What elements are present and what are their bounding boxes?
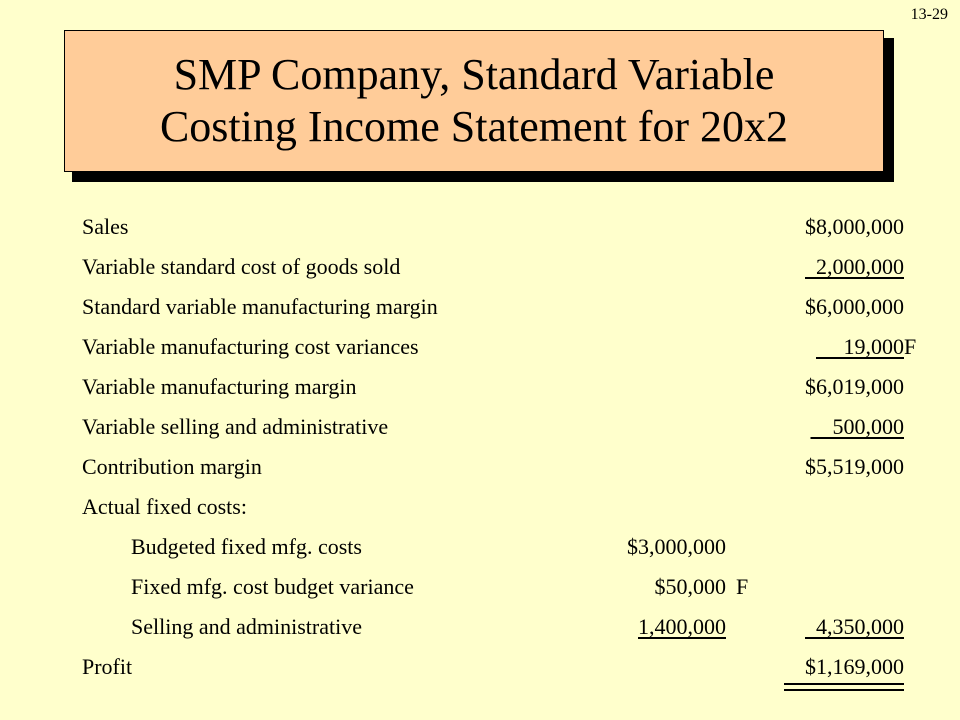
row-amount: 2,000,000 [805, 254, 904, 279]
row-label: Profit [82, 654, 133, 679]
favorable-flag: F [904, 334, 917, 359]
row-amount: 19,000 [816, 334, 904, 359]
slide-number: 13-29 [910, 6, 948, 23]
row-amount: 4,350,000 [805, 614, 904, 639]
row-variable-selling-admin [0, 414, 960, 450]
row-amount: 500,000 [810, 414, 904, 439]
row-label: Selling and administrative [131, 614, 362, 639]
row-sub-amount: 1,400,000 [638, 614, 726, 639]
row-label: Variable manufacturing cost variances [82, 334, 419, 359]
row-selling-and-administrative [0, 614, 960, 650]
row-variable-standard-cogs [0, 254, 960, 290]
row-amount: $6,000,000 [805, 294, 904, 319]
row-label: Standard variable manufacturing margin [82, 294, 438, 319]
row-amount: $1,169,000 [805, 654, 904, 679]
title-line-2: Costing Income Statement for 20x2 [159, 102, 789, 151]
row-amount: $6,019,000 [805, 374, 904, 399]
double-underline [784, 683, 904, 691]
row-fixed-mfg-budget-variance [0, 574, 960, 610]
row-variable-mfg-margin [0, 374, 960, 410]
row-label: Actual fixed costs: [82, 494, 247, 519]
row-variable-mfg-cost-variances [0, 334, 960, 370]
row-label: Fixed mfg. cost budget variance [131, 574, 414, 599]
favorable-flag: F [736, 574, 749, 599]
row-contribution-margin [0, 454, 960, 490]
row-actual-fixed-costs [0, 494, 960, 530]
row-standard-variable-mfg-margin [0, 294, 960, 330]
row-amount: $8,000,000 [805, 214, 904, 239]
row-label: Variable standard cost of goods sold [82, 254, 401, 279]
row-sub-amount: $3,000,000 [627, 534, 726, 559]
row-sales [0, 214, 960, 250]
row-label: Sales [82, 214, 129, 239]
title-line-1: SMP Company, Standard Variable [173, 50, 775, 99]
row-label: Budgeted fixed mfg. costs [131, 534, 362, 559]
row-sub-amount: $50,000 [654, 574, 726, 599]
row-label: Contribution margin [82, 454, 262, 479]
row-label: Variable manufacturing margin [82, 374, 357, 399]
row-label: Variable selling and administrative [82, 414, 389, 439]
row-budgeted-fixed-mfg-costs [0, 534, 960, 570]
row-amount: $5,519,000 [805, 454, 904, 479]
